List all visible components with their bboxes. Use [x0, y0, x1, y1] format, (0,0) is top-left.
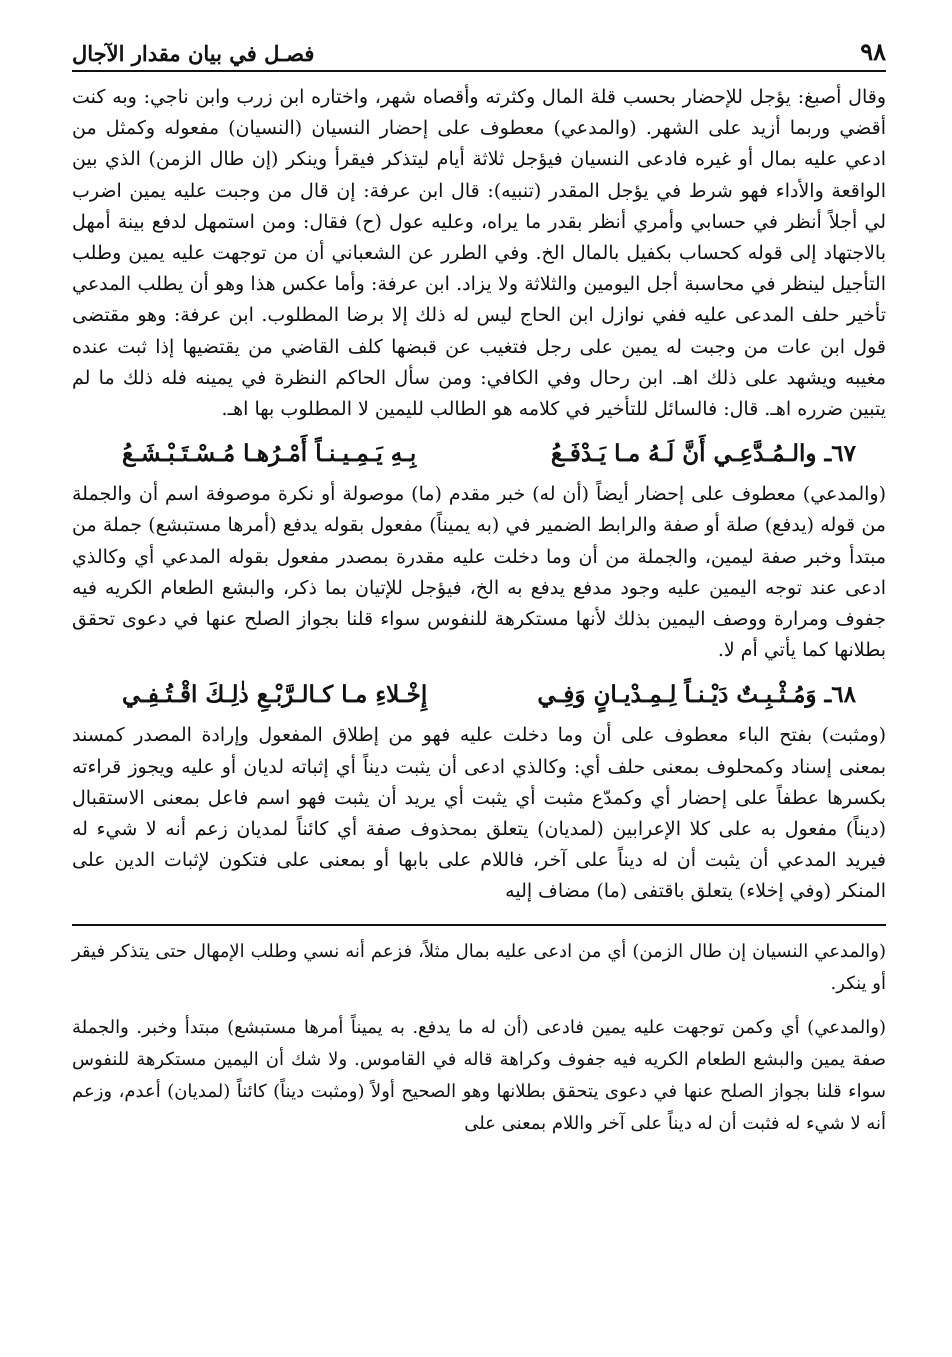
page-number: ٩٨ — [860, 37, 886, 66]
paragraph-3: (ومثبت) بفتح الباء معطوف على أن وما دخلت عليه فهو من إطلاق المفعول وإرادة المصدر كمسند بمعنى إسناد وكمحلوف بمعنى حلف أي: وكالذي ادعى أن يثبت ديناً أي إثباته لديان أو عليه ويجوز قراءته بكسرها عطفاً على إحضار أي وكمدّع مثبت أي يثبت أي يريد أن يثبت فهو اسم فاعل بمعنى الاستقبال (ديناً) مفعول به على كلا الإعرابين (لمديان) يتعلق بمحذوف صفة أي كائناً لمديان زعم أنه لا شيء له فيريد المدعي أن يثبت أن له ديناً على آخر، فاللام على بابها أو بمعنى على فتكون لإثبات الدين على المنكر (وفي إخلاء) يتعلق باقتفى (ما) مضاف إليه — [72, 724, 886, 903]
footnote-1: (والمدعي النسيان إن طال الزمن) أي من ادعى عليه بمال مثلاً، فزعم أنه نسي وطلب الإمهال حتى يتذكر فيقر أو ينكر. — [72, 940, 886, 994]
verse-67-hemistich-2: بِـهِ يَـمِـيـنـاً أَمْـرُهـا مُـسْـتَـبْـشَـعُ — [122, 440, 417, 468]
footnote-divider — [72, 924, 886, 926]
page-header — [72, 30, 886, 72]
verse-68 — [72, 674, 886, 716]
verse-67 — [72, 433, 886, 475]
footnotes — [72, 936, 886, 1140]
paragraph-1: وقال أصبغ: يؤجل للإحضار بحسب قلة المال وكثرته وأقصاه شهر، واختاره ابن زرب وابن ناجي: وبه كنت أقضي وربما أزيد على الشهر. (والمدعي) معطوف على إحضار النسيان (النسيان) مفعوله وكمثل من ادعي عليه بمال أو غيره فادعى النسيان فيؤجل ثلاثة أيام ليتذكر فيقرأ وينكر (إن طال الزمن) الذي بين الواقعة والأداء فهو شرط في يؤجل المقدر (تنبيه): قال ابن عرفة: إن قال من وجبت عليه يمين اضرب لي أجلاً أنظر في حسابي وأمري أنظر بقدر ما يراه، وعليه عول (ح) فقال: ومن استمهل لدفع بينة أمهل بالاجتهاد إلى قوله كحساب بكفيل بالمال الخ. وفي الطرر عن الشعباني أن من توجهت عليه يمين وطلب التأجيل لينظر في محاسبة أجل اليومين والثلاثة ولا يزاد. ابن عرفة: وأما عكس هذا وهو أن يطلب المدعي تأخير حلف المدعى عليه ففي نوازل ابن الحاج ليس له ذلك إلا برضا المطلوب. ابن عرفة: وهو مقتضى قول ابن عات من وجبت له يمين على رجل فتغيب عن قبضها كلف القاضي من يقتضيها إذا ثبت عنده مغيبه ويشهد على ذلك اهـ. ابن رحال وفي الكافي: ومن سأل الحاكم النظرة في يمينه فله ذلك ما لم يتبين ضرره اهـ. قال: فالسائل للتأخير في كلامه هو الطالب لليمين لا المطلوب بها اهـ. — [72, 86, 886, 421]
paragraph-2: (والمدعي) معطوف على إحضار أيضاً (أن له) خبر مقدم (ما) موصولة أو نكرة موصوفة اسم أن والجملة من قوله (يدفع) صلة أو صفة والرابط الضمير في (به يميناً) مفعول بقوله يدفع (أمرها مستبشع) جملة من مبتدأ وخبر صفة ليمين، والجملة من أن وما دخلت عليه مقدرة بمصدر مفعول بقوله المدعي أي وكالذي ادعى عند توجه اليمين عليه وجود مدفع يدفع به الخ، فيؤجل للإتيان بما ذكر، والبشع الطعام الكريه فيه جفوف ومرارة ووصف اليمين بذلك لأنها مستكرهة للنفوس سواء قلنا بجواز الصلح عنها في دعوى تحقق بطلانها كما يأتي أم لا. — [72, 483, 886, 662]
main-text — [72, 82, 886, 908]
verse-68-hemistich-2: إِخْـلاءِ مـا كـالـرَّبْـعِ ذٰلِـكَ اقْـتُـفِـي — [122, 681, 428, 709]
verse-67-hemistich-1: ٦٧ـ والـمُـدَّعِـي أَنَّ لَـهُ مـا يَـدْفَـعُ — [550, 440, 856, 468]
footnote-2: (والمدعي) أي وكمن توجهت عليه يمين فادعى (أن له ما يدفع. به يميناً أمرها مستبشع) مبتدأ وخبر. والجملة صفة يمين والبشع الطعام الكريه فيه جفوف وكراهة قاله في القاموس. ولا شك أن اليمين مستكرهة للنفوس سواء قلنا بجواز الصلح عنها في دعوى يتحقق بطلانها وهو الصحيح أولاً (ومثبت ديناً) كائناً (لمديان) أعدم، وزعم أنه لا شيء له فثبت أن له ديناً على آخر واللام بمعنى على — [72, 1016, 886, 1134]
page-title: فصـل في بيان مقدار الآجال — [72, 41, 315, 66]
verse-68-hemistich-1: ٦٨ـ وَمُـثْـبِـتٌ دَيْـنـاً لِـمِـدْيـانٍ وَفِـي — [537, 681, 856, 709]
